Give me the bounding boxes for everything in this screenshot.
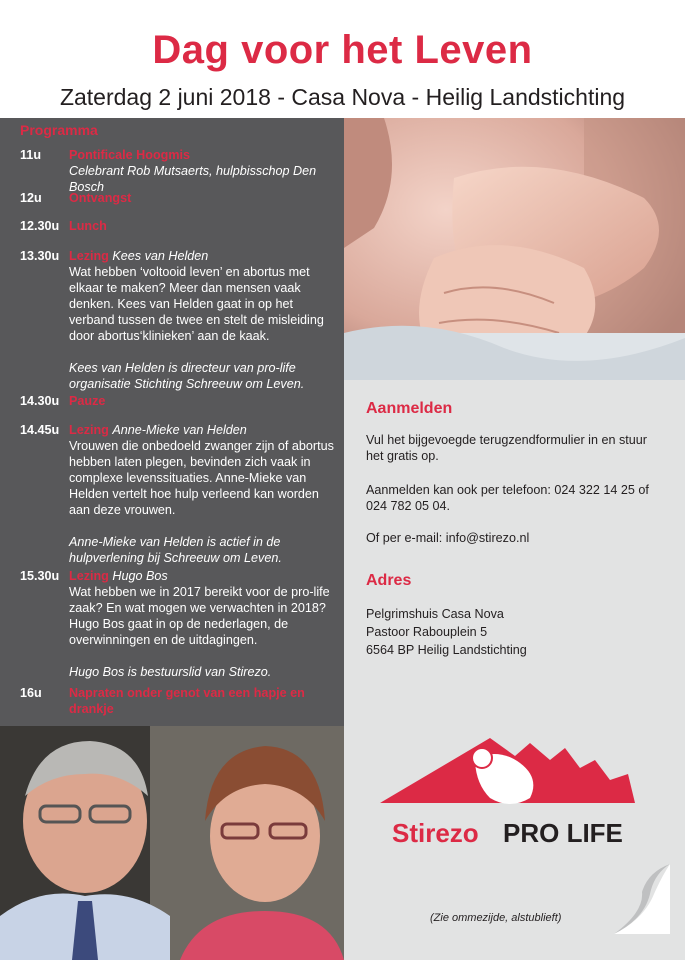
aanmelden-text-2: Aanmelden kan ook per telefoon: 024 322 14 25 of 024 782 05 04. — [366, 483, 649, 513]
brand-name-part2: PRO LIFE — [503, 818, 623, 848]
aanmelden-email: Of per e-mail: info@stirezo.nl — [366, 531, 530, 545]
aanmelden-heading: Aanmelden — [366, 400, 453, 417]
aanmelden-text-1: Vul het bijgevoegde terugzendformulier in en stuur het gratis op. — [366, 433, 647, 463]
program-speaker: Celebrant Rob Mutsaerts, hulpbisschop Den Bosch — [69, 164, 317, 194]
page-title: Dag voor het Leven — [152, 28, 533, 72]
program-label: Lezing — [69, 423, 109, 437]
brand-name-part1: Stirezo — [392, 818, 479, 848]
program-label: Napraten onder genot van een hapje en drankje — [69, 686, 305, 716]
program-label: Ontvangst — [69, 191, 132, 205]
program-label: Lezing — [69, 249, 109, 263]
footer-note: (Zie ommezijde, alstublieft) — [430, 912, 562, 924]
program-time: 14.30u — [20, 394, 60, 408]
program-speaker: Anne-Mieke van Helden — [112, 423, 247, 437]
baby-hand-photo — [344, 118, 685, 380]
adres-line-3: 6564 BP Heilig Landstichting — [366, 643, 527, 657]
program-panel — [0, 118, 344, 726]
program-bio: Hugo Bos is bestuurslid van Stirezo. — [69, 665, 272, 679]
program-time: 12u — [20, 191, 42, 205]
program-time: 13.30u — [20, 249, 60, 263]
adres-line-1: Pelgrimshuis Casa Nova — [366, 607, 504, 621]
program-time: 12.30u — [20, 219, 60, 233]
program-label: Lezing — [69, 569, 109, 583]
program-time: 16u — [20, 686, 42, 700]
program-text: Wat hebben we in 2017 bereikt voor de pro-life zaak? En wat mogen we verwachten in 2018? Hugo Bos gaat in op de nederlagen, de overwinningen en de uitdagingen. — [69, 585, 330, 647]
program-label: Pauze — [69, 394, 106, 408]
program-time: 11u — [20, 148, 42, 162]
program-label: Pontificale Hoogmis — [69, 148, 191, 162]
page-curl-icon — [614, 864, 670, 934]
page-subtitle: Zaterdag 2 juni 2018 - Casa Nova - Heilig Landstichting — [59, 84, 626, 110]
program-bio: Kees van Helden is directeur van pro-life organisatie Stichting Schreeuw om Leven. — [69, 361, 305, 391]
adres-line-2: Pastoor Rabouplein 5 — [366, 625, 488, 639]
program-text: Vrouwen die onbedoeld zwanger zijn of abortus hebben laten plegen, bevinden zich vaak in complexe levenssituaties. Anne-Mieke van Helden vertelt hoe hulp verleend kan worden aan deze vrouwen. — [69, 439, 334, 517]
speakers-photo — [0, 726, 344, 960]
program-speaker: Hugo Bos — [112, 569, 168, 583]
program-time: 14.45u — [20, 423, 60, 437]
adres-heading: Adres — [366, 572, 412, 589]
program-text: Wat hebben ‘voltooid leven’ en abortus met elkaar te maken? Meer dan mensen vaak denken. Kees van Helden gaat in op het verband tussen de twee en stelt de misleiding door abortus‘klinieken’ aan de kaak. — [69, 265, 324, 343]
program-label: Lunch — [69, 219, 107, 233]
program-bio: Anne-Mieke van Helden is actief in de hulpverlening bij Schreeuw om Leven. — [69, 535, 282, 565]
program-speaker: Kees van Helden — [112, 249, 209, 263]
program-heading: Programma — [20, 122, 98, 138]
program-time: 15.30u — [20, 569, 60, 583]
